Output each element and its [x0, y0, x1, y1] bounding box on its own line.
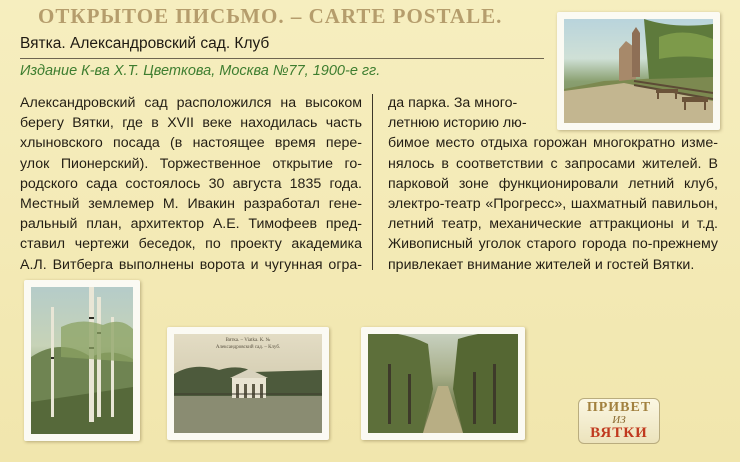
logo-line: ПРИВЕТ [586, 400, 652, 415]
pavilion-caption-line: Александровский сад. – Клуб. [215, 345, 281, 350]
stamp-club-pavilion [167, 327, 329, 440]
postcard-header-title: ОТКРЫТОЕ ПИСЬМО. – CARTE POSTALE. [38, 4, 503, 28]
logo-line: ИЗ [612, 414, 626, 426]
text-line: да парка. За много- [388, 95, 518, 111]
column-divider [372, 94, 373, 270]
text-line: родского сада состоялось 30 августа 1835 года. [20, 175, 362, 192]
garden-alley-image [368, 334, 518, 433]
text-line: парковой зоне функционировали летний клуб, [388, 175, 718, 192]
text-line: А.Л. Витберга выполнены ворота и чугунная огра- [20, 256, 362, 273]
text-line: привлекает внимание жителей и гостей Вятки. [388, 256, 695, 273]
title-divider [20, 58, 544, 59]
text-line: хлыновского посада (в настоящее время пере- [20, 135, 362, 152]
park-promenade-image [564, 19, 713, 123]
stamp-birch-grove [24, 280, 140, 441]
text-line: бимое место отдыха горожан многократно изме- [388, 135, 718, 152]
text-line: ставил чертежи беседок, по проекту академика [20, 236, 362, 253]
text-line: Живописный уголок старого города по-прежнему [388, 236, 718, 253]
privet-iz-vyatki-logo [578, 398, 660, 444]
text-line: улок Пионерский). Торжественное открытие го- [20, 155, 362, 172]
text-line: летний театр, механические аттракционы и т.д. [388, 216, 718, 233]
stamp-park-promenade [557, 12, 720, 130]
text-line: Александровский сад расположился на высоком [20, 95, 362, 111]
edition-caption: Издание К-ва Х.Т. Цветкова, Москва №77, 1900-е гг. [20, 63, 381, 79]
text-line: летнюю историю лю- [388, 115, 527, 132]
logo-line: ВЯТКИ [590, 425, 648, 441]
birch-grove-image [31, 287, 133, 434]
text-column-left [20, 93, 362, 275]
pavilion-caption-line: Вятка. – Viatka. К. № [225, 338, 271, 343]
stamp-garden-alley [361, 327, 525, 440]
text-line: Местный землемер М. Ивакин разработал гене- [20, 196, 362, 213]
club-pavilion-image [174, 334, 322, 433]
text-line: ральный план, архитектор А.Е. Тимофеев пред- [20, 216, 362, 233]
text-line: электро-театр «Прогресс», шахматный павильон, [388, 196, 718, 213]
text-line: берегу Вятки, где в XVII веке находилась часть [20, 115, 362, 132]
page-title: Вятка. Александровский сад. Клуб [20, 35, 270, 52]
text-line: нялось в соответствии с запросами жителей. В [388, 155, 718, 172]
